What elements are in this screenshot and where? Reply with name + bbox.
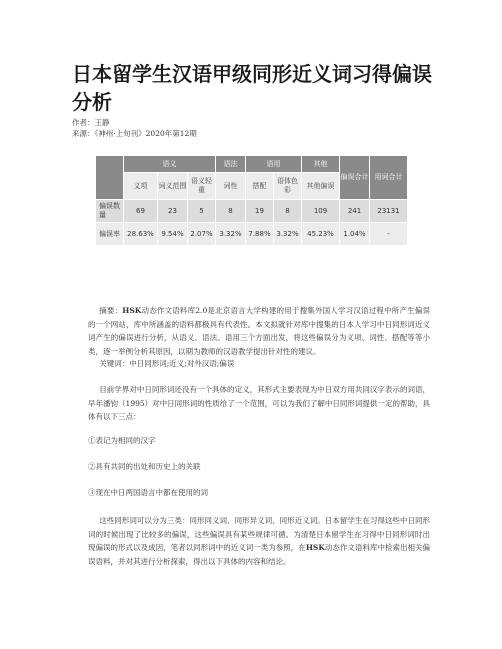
table-cell: 69 [124,200,158,223]
sub-header-other-errors: 其他偏误 [302,173,340,200]
error-statistics-table [95,155,408,246]
sub-header-register: 语体色彩 [274,173,302,200]
body2-text-1: 这些同形词可以分为三类：同形同义词、同形异义词、同形近义词。日本留学生在习得这些中日同形词的时候出现了比较多的偏误，这些偏误具有某些规律可循。为清楚日本留学生在习得中日同形词时出现偏误的形式以及成因，笔者以同形词中的近义词一类为参照，在 [88,516,430,552]
table-cell: 19 [246,200,274,223]
table-cell: 5 [188,200,216,223]
row-label: 偏误数量 [96,200,124,223]
table-cell: 3.32% [274,223,302,246]
author-label: 作者： [72,118,95,127]
list-item: ③现在中日两国语言中都在使用的词 [88,488,208,497]
sub-header-sense: 义项 [124,173,158,200]
table-cell: 23131 [370,200,408,223]
body-paragraph-1: 目前学界对中日同形词还没有一个具体的定义，其形式主要表现为中日双方用共同汉字表示的词语，早年潘钧（1995）对中日同形词的性质给了一个范围，可以为我们了解中日同形词提供一定的帮助，具体有以下三点： [88,385,430,421]
group-header-grammar: 语法 [216,156,246,173]
table-cell: 2.07% [188,223,216,246]
group-header-word-total: 用词合计 [370,156,408,200]
sub-header-collocation: 搭配 [246,173,274,200]
sub-header-weight: 语义轻重 [188,173,216,200]
table-cell: 9.54% [158,223,188,246]
group-header-other: 其他 [302,156,340,173]
table-cell: 8 [216,200,246,223]
group-header-semantic: 语义 [124,156,216,173]
table-cell: 109 [302,200,340,223]
table-group-header-row [96,156,408,173]
abstract-label: 摘要： [99,306,123,315]
table-cell: 8 [274,200,302,223]
group-header-error-total: 偏误合计 [340,156,370,200]
source-line [72,129,197,139]
body-paragraph-2 [88,514,430,568]
sub-header-pos: 词性 [216,173,246,200]
keywords-text: 中日同形词;近义;对外汉语;偏误 [129,359,235,368]
body2-text-2: 动态作文语料库中检索出相关偏误语料，并对其进行分析探索，得出以下具体的内容和结论。 [88,543,431,566]
keywords-paragraph [88,357,430,371]
table-row [96,223,408,246]
table-cell: 3.32% [216,223,246,246]
table-cell: 23 [158,200,188,223]
sub-header-scope: 词义范围 [158,173,188,200]
table-cell: - [370,223,408,246]
source-label: 来源： [72,129,95,138]
article-title: 日本留学生汉语甲级同形近义词习得偏误分析 [72,62,432,114]
table-cell: 28.63% [124,223,158,246]
author-name: 王静 [94,118,110,127]
abstract-paragraph [88,304,430,358]
author-line [72,118,110,128]
abstract-hsk: HSK [122,306,142,315]
source-name: 《神州·上旬刊》2020年第12期 [94,129,197,138]
table-row [96,200,408,223]
group-header-pragmatic: 语用 [246,156,302,173]
table-cell: 241 [340,200,370,223]
table-cell: 1.04% [340,223,370,246]
row-label: 偏误率 [96,223,124,246]
keywords-label: 关键词： [99,359,130,368]
body2-hsk: HSK [305,543,325,552]
table-cell: 45.23% [302,223,340,246]
abstract-text: 动态作文语料库2.0是北京语言大学构建的用于搜集外国人学习汉语过程中所产生偏误的一个网站，库中所涵盖的语料都极具有代表性。本文拟就针对库中搜集的日本人学习中日同形词近义词产生的偏误进行分析，从语义、语法、语用三个方面出发，将这些偏误分为义项、词性、搭配等等小类，逐一举例分析其原因，以期为教师的汉语教学提出针对性的建议。 [88,306,430,356]
table-corner-cell [96,156,124,200]
list-item: ①表记为相同的汉字 [88,436,156,445]
list-item: ②具有共同的出处和历史上的关联 [88,462,201,471]
table-cell: 7.88% [246,223,274,246]
